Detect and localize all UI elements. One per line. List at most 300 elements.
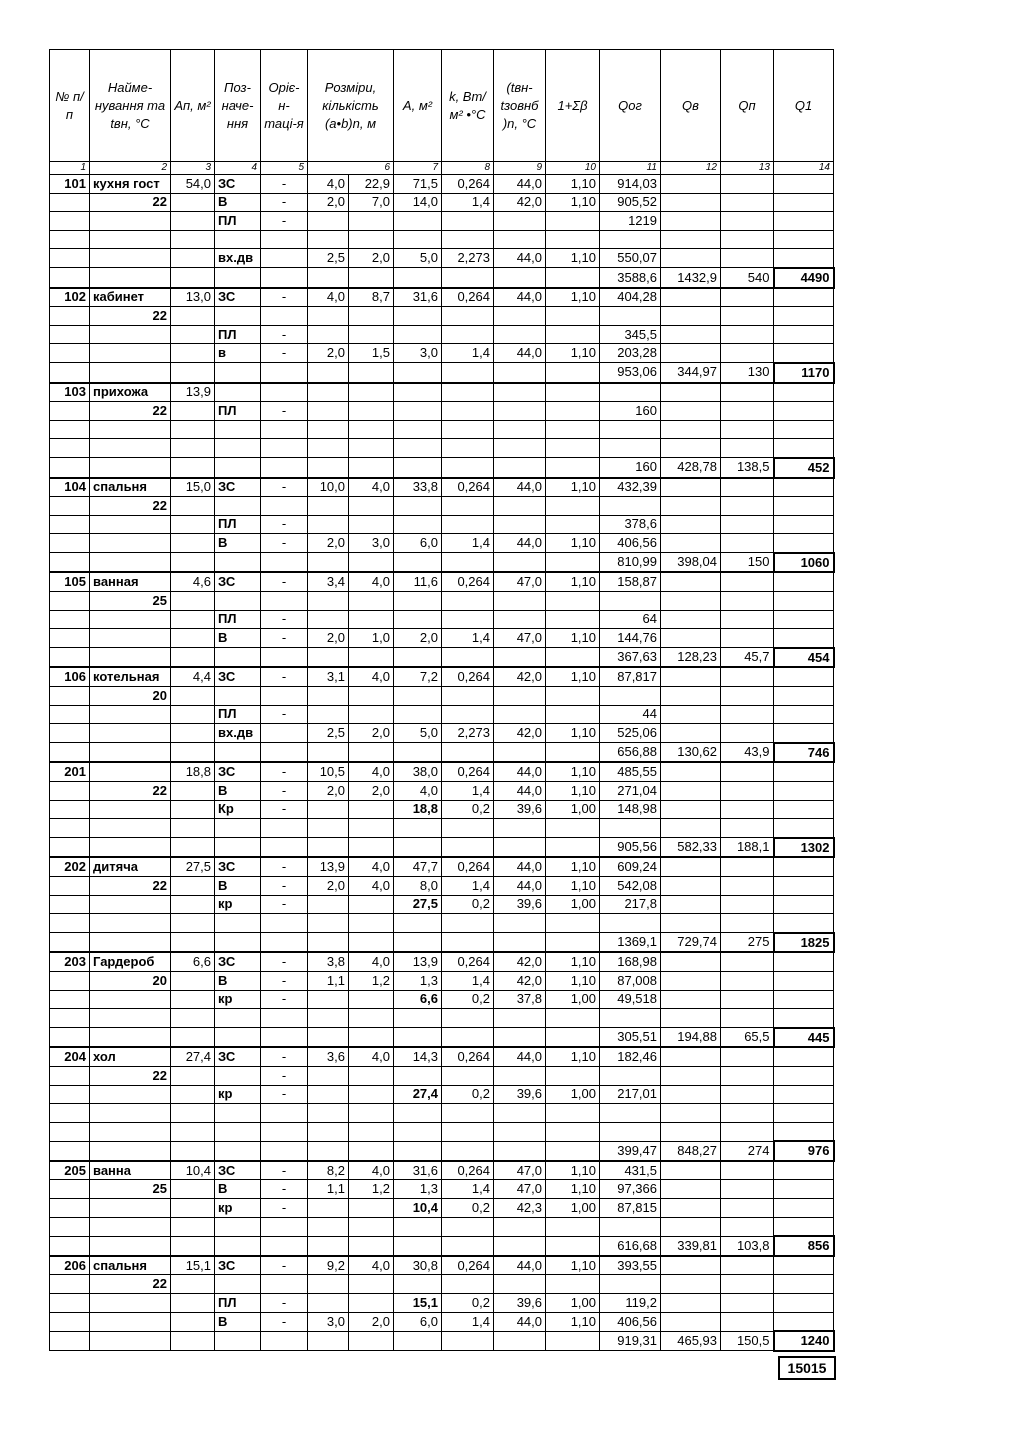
cell-q-v (661, 288, 721, 307)
cell-q-og (600, 819, 661, 838)
cell-q-p (721, 1256, 774, 1275)
cell-dim-a: 2,0 (308, 534, 349, 553)
cell-beta-factor (546, 914, 600, 933)
cell-q-og: 810,99 (600, 553, 661, 573)
cell-designation (215, 230, 261, 249)
cell-orientation: - (261, 534, 308, 553)
cell-q1 (774, 572, 834, 591)
cell-q1 (774, 667, 834, 686)
cell-orientation (261, 838, 308, 858)
cell-area: 6,0 (394, 1312, 442, 1331)
cell-floor-area (171, 1275, 215, 1294)
cell-room-name (90, 439, 171, 458)
cell-orientation (261, 268, 308, 288)
cell-dim-b (349, 383, 394, 402)
cell-q-v (661, 572, 721, 591)
cell-q-og: 919,31 (600, 1331, 661, 1351)
cell-row-number (50, 1122, 90, 1141)
cell-area (394, 1104, 442, 1123)
cell-orientation (261, 497, 308, 516)
cell-designation: В (215, 876, 261, 895)
table-row (50, 971, 834, 990)
cell-beta-factor: 1,10 (546, 344, 600, 363)
cell-orientation (261, 1331, 308, 1351)
cell-designation (215, 743, 261, 763)
cell-dim-b: 4,0 (349, 876, 394, 895)
cell-beta-factor: 1,10 (546, 782, 600, 801)
cell-designation: В (215, 1180, 261, 1199)
cell-designation (215, 439, 261, 458)
cell-row-number (50, 344, 90, 363)
cell-area (394, 838, 442, 858)
cell-room-name (90, 212, 171, 231)
cell-k-value (442, 1141, 494, 1161)
cell-area (394, 1236, 442, 1256)
cell-k-value (442, 705, 494, 724)
cell-area (394, 1275, 442, 1294)
cell-designation (215, 1028, 261, 1048)
table-row (50, 230, 834, 249)
cell-row-number (50, 212, 90, 231)
cell-dim-b: 4,0 (349, 667, 394, 686)
cell-row-number: 104 (50, 478, 90, 497)
table-row (50, 819, 834, 838)
cell-q-og: 485,55 (600, 762, 661, 781)
cell-dim-b: 3,0 (349, 534, 394, 553)
cell-designation: Кр (215, 800, 261, 819)
cell-room-name: прихожа (90, 383, 171, 402)
cell-row-number: 204 (50, 1047, 90, 1066)
cell-dim-a (308, 1331, 349, 1351)
col-header-temp-diff: (tвн-tзовнб )n, °C (494, 50, 546, 162)
cell-dim-b (349, 1122, 394, 1141)
col-number: 1 (50, 162, 90, 175)
cell-dim-b (349, 420, 394, 439)
cell-floor-area (171, 1122, 215, 1141)
cell-floor-area (171, 592, 215, 611)
cell-area (394, 648, 442, 668)
cell-room-name (90, 629, 171, 648)
cell-dim-a: 2,5 (308, 249, 349, 268)
cell-room-name (90, 325, 171, 344)
cell-room-name (90, 1122, 171, 1141)
cell-designation: В (215, 629, 261, 648)
cell-q-p (721, 1066, 774, 1085)
cell-room-name (90, 249, 171, 268)
cell-designation: В (215, 971, 261, 990)
cell-q-p (721, 1312, 774, 1331)
cell-beta-factor: 1,10 (546, 249, 600, 268)
table-row (50, 648, 834, 668)
cell-area: 18,8 (394, 800, 442, 819)
cell-temp-diff: 47,0 (494, 1180, 546, 1199)
cell-q-v (661, 175, 721, 194)
cell-q1 (774, 193, 834, 212)
cell-k-value: 0,2 (442, 1085, 494, 1104)
cell-row-number (50, 439, 90, 458)
cell-room-name: 22 (90, 307, 171, 326)
cell-dim-b: 1,2 (349, 971, 394, 990)
cell-area: 5,0 (394, 724, 442, 743)
cell-k-value (442, 307, 494, 326)
cell-floor-area (171, 307, 215, 326)
cell-area: 14,0 (394, 193, 442, 212)
cell-q-v (661, 1312, 721, 1331)
cell-q1 (774, 1009, 834, 1028)
cell-dim-a: 2,0 (308, 193, 349, 212)
cell-q-v: 582,33 (661, 838, 721, 858)
table-row (50, 1066, 834, 1085)
cell-dim-b (349, 553, 394, 573)
table-row (50, 1161, 834, 1180)
cell-designation (215, 592, 261, 611)
cell-beta-factor (546, 497, 600, 516)
cell-area: 33,8 (394, 478, 442, 497)
cell-orientation: - (261, 1085, 308, 1104)
cell-q-og: 393,55 (600, 1256, 661, 1275)
cell-area (394, 230, 442, 249)
cell-q-og: 160 (600, 402, 661, 421)
cell-k-value (442, 933, 494, 953)
cell-q-p (721, 175, 774, 194)
table-row (50, 1217, 834, 1236)
cell-beta-factor (546, 1009, 600, 1028)
cell-q-p (721, 800, 774, 819)
cell-q1 (774, 344, 834, 363)
cell-k-value (442, 1275, 494, 1294)
cell-q-p (721, 288, 774, 307)
cell-q-p (721, 478, 774, 497)
cell-dim-b (349, 230, 394, 249)
col-header-k: k, Вт/м² •°C (442, 50, 494, 162)
table-row (50, 762, 834, 781)
cell-designation (215, 1104, 261, 1123)
cell-beta-factor (546, 325, 600, 344)
cell-floor-area (171, 515, 215, 534)
cell-room-name: котельная (90, 667, 171, 686)
cell-area (394, 212, 442, 231)
cell-orientation (261, 724, 308, 743)
cell-orientation (261, 592, 308, 611)
cell-temp-diff (494, 458, 546, 478)
cell-dim-a (308, 743, 349, 763)
cell-q-og: 87,008 (600, 971, 661, 990)
cell-row-number (50, 895, 90, 914)
cell-q-v (661, 325, 721, 344)
cell-k-value (442, 383, 494, 402)
cell-area: 31,6 (394, 1161, 442, 1180)
cell-row-number (50, 193, 90, 212)
cell-row-number (50, 1236, 90, 1256)
cell-floor-area (171, 268, 215, 288)
cell-dim-a: 4,0 (308, 175, 349, 194)
cell-q-p (721, 610, 774, 629)
cell-q-p (721, 667, 774, 686)
cell-area (394, 268, 442, 288)
cell-room-name (90, 743, 171, 763)
cell-orientation (261, 1141, 308, 1161)
cell-row-number (50, 534, 90, 553)
table-row (50, 458, 834, 478)
cell-orientation: - (261, 762, 308, 781)
cell-q-v (661, 193, 721, 212)
cell-dim-b (349, 363, 394, 383)
cell-q-p (721, 572, 774, 591)
cell-row-number (50, 705, 90, 724)
cell-q-p (721, 990, 774, 1009)
cell-dim-a (308, 648, 349, 668)
cell-q-og (600, 383, 661, 402)
cell-beta-factor (546, 1066, 600, 1085)
table-row (50, 534, 834, 553)
cell-orientation (261, 743, 308, 763)
col-number: 3 (171, 162, 215, 175)
cell-k-value: 0,2 (442, 1199, 494, 1218)
cell-q-v: 130,62 (661, 743, 721, 763)
cell-floor-area (171, 363, 215, 383)
cell-designation (215, 1066, 261, 1085)
cell-orientation: - (261, 1294, 308, 1313)
cell-designation (215, 1009, 261, 1028)
cell-k-value: 0,264 (442, 857, 494, 876)
cell-beta-factor (546, 1104, 600, 1123)
cell-dim-a (308, 895, 349, 914)
cell-dim-a: 2,5 (308, 724, 349, 743)
cell-orientation (261, 363, 308, 383)
cell-q-og: 203,28 (600, 344, 661, 363)
cell-room-name (90, 895, 171, 914)
cell-designation (215, 687, 261, 706)
cell-orientation: - (261, 1161, 308, 1180)
cell-area (394, 1217, 442, 1236)
cell-q-p (721, 1161, 774, 1180)
cell-designation: В (215, 193, 261, 212)
cell-designation: ЗС (215, 572, 261, 591)
cell-floor-area (171, 1312, 215, 1331)
cell-k-value: 1,4 (442, 629, 494, 648)
cell-q1 (774, 990, 834, 1009)
cell-q-v (661, 230, 721, 249)
cell-designation (215, 838, 261, 858)
cell-q1 (774, 1275, 834, 1294)
cell-q-p (721, 212, 774, 231)
cell-temp-diff: 44,0 (494, 534, 546, 553)
cell-q-p (721, 592, 774, 611)
cell-temp-diff: 39,6 (494, 800, 546, 819)
cell-temp-diff: 42,0 (494, 952, 546, 971)
cell-q1 (774, 705, 834, 724)
cell-temp-diff (494, 1141, 546, 1161)
cell-q1 (774, 1256, 834, 1275)
cell-dim-a (308, 383, 349, 402)
cell-q-v (661, 876, 721, 895)
cell-row-number (50, 1085, 90, 1104)
cell-floor-area (171, 1028, 215, 1048)
cell-area (394, 439, 442, 458)
cell-q-v (661, 402, 721, 421)
cell-dim-b (349, 1275, 394, 1294)
cell-q-v: 729,74 (661, 933, 721, 953)
cell-beta-factor (546, 1275, 600, 1294)
cell-row-number (50, 402, 90, 421)
cell-q1 (774, 1104, 834, 1123)
cell-dim-a: 3,6 (308, 1047, 349, 1066)
cell-dim-b (349, 1104, 394, 1123)
cell-floor-area (171, 230, 215, 249)
cell-dim-b (349, 933, 394, 953)
cell-temp-diff (494, 268, 546, 288)
cell-dim-b (349, 325, 394, 344)
table-row (50, 515, 834, 534)
cell-dim-a: 3,4 (308, 572, 349, 591)
cell-beta-factor (546, 1217, 600, 1236)
cell-q1: 746 (774, 743, 834, 763)
cell-q-og: 406,56 (600, 1312, 661, 1331)
cell-area (394, 307, 442, 326)
cell-q1 (774, 819, 834, 838)
table-row (50, 288, 834, 307)
cell-row-number: 203 (50, 952, 90, 971)
cell-area (394, 420, 442, 439)
cell-dim-a (308, 1275, 349, 1294)
cell-q1 (774, 610, 834, 629)
col-header-q-p: Qп (721, 50, 774, 162)
cell-dim-b: 4,0 (349, 1256, 394, 1275)
cell-temp-diff (494, 933, 546, 953)
cell-designation: ПЛ (215, 1294, 261, 1313)
cell-q1: 1170 (774, 363, 834, 383)
cell-orientation: - (261, 629, 308, 648)
cell-q1 (774, 629, 834, 648)
cell-beta-factor: 1,10 (546, 534, 600, 553)
cell-floor-area: 18,8 (171, 762, 215, 781)
cell-beta-factor: 1,10 (546, 971, 600, 990)
cell-q-og: 44 (600, 705, 661, 724)
cell-row-number (50, 687, 90, 706)
cell-q-p (721, 1217, 774, 1236)
cell-dim-b (349, 800, 394, 819)
cell-q-p (721, 249, 774, 268)
table-row (50, 610, 834, 629)
cell-designation: кр (215, 1085, 261, 1104)
cell-room-name: 25 (90, 592, 171, 611)
cell-row-number: 201 (50, 762, 90, 781)
cell-q1 (774, 534, 834, 553)
cell-dim-a (308, 515, 349, 534)
cell-q-p (721, 1122, 774, 1141)
cell-area (394, 687, 442, 706)
table-row (50, 895, 834, 914)
cell-q-v (661, 1009, 721, 1028)
cell-q1 (774, 1085, 834, 1104)
cell-k-value: 0,264 (442, 1256, 494, 1275)
cell-temp-diff (494, 1028, 546, 1048)
cell-beta-factor: 1,10 (546, 175, 600, 194)
cell-temp-diff (494, 705, 546, 724)
cell-q-v: 194,88 (661, 1028, 721, 1048)
cell-dim-b (349, 307, 394, 326)
cell-dim-b (349, 895, 394, 914)
cell-dim-b: 4,0 (349, 762, 394, 781)
cell-designation: ЗС (215, 288, 261, 307)
cell-orientation: - (261, 344, 308, 363)
cell-temp-diff: 42,0 (494, 724, 546, 743)
cell-designation: кр (215, 990, 261, 1009)
table-row (50, 268, 834, 288)
cell-designation: ЗС (215, 952, 261, 971)
cell-dim-a (308, 933, 349, 953)
cell-q-p: 150,5 (721, 1331, 774, 1351)
header-row (50, 50, 834, 162)
cell-row-number (50, 1199, 90, 1218)
cell-beta-factor: 1,00 (546, 1085, 600, 1104)
cell-q-og: 905,52 (600, 193, 661, 212)
table-row (50, 1085, 834, 1104)
cell-dim-b (349, 1236, 394, 1256)
cell-dim-a (308, 687, 349, 706)
cell-q-v: 1432,9 (661, 268, 721, 288)
cell-dim-a (308, 1028, 349, 1048)
cell-room-name (90, 268, 171, 288)
cell-dim-b (349, 458, 394, 478)
cell-q-p (721, 1199, 774, 1218)
cell-q1 (774, 800, 834, 819)
col-number: 9 (494, 162, 546, 175)
cell-q1: 454 (774, 648, 834, 668)
cell-q-og: 148,98 (600, 800, 661, 819)
cell-designation: ПЛ (215, 610, 261, 629)
cell-orientation: - (261, 782, 308, 801)
cell-temp-diff (494, 914, 546, 933)
cell-beta-factor (546, 610, 600, 629)
cell-q-og: 914,03 (600, 175, 661, 194)
cell-row-number (50, 458, 90, 478)
cell-designation: вх.дв (215, 249, 261, 268)
cell-designation (215, 1122, 261, 1141)
cell-dim-b (349, 515, 394, 534)
cell-orientation: - (261, 1256, 308, 1275)
cell-k-value: 0,2 (442, 1294, 494, 1313)
cell-dim-b (349, 838, 394, 858)
cell-q-og: 182,46 (600, 1047, 661, 1066)
cell-k-value: 0,264 (442, 175, 494, 194)
cell-q-v: 428,78 (661, 458, 721, 478)
cell-q-og: 542,08 (600, 876, 661, 895)
cell-temp-diff (494, 687, 546, 706)
cell-temp-diff: 44,0 (494, 1047, 546, 1066)
cell-orientation (261, 230, 308, 249)
cell-dim-a (308, 914, 349, 933)
cell-row-number (50, 592, 90, 611)
cell-designation: вх.дв (215, 724, 261, 743)
cell-q-og: 119,2 (600, 1294, 661, 1313)
table-row (50, 193, 834, 212)
cell-k-value (442, 1331, 494, 1351)
cell-floor-area (171, 838, 215, 858)
col-header-beta: 1+Σβ (546, 50, 600, 162)
cell-temp-diff (494, 497, 546, 516)
cell-q-v (661, 1104, 721, 1123)
cell-room-name (90, 363, 171, 383)
table-row (50, 478, 834, 497)
cell-room-name (90, 1217, 171, 1236)
cell-k-value: 1,4 (442, 876, 494, 895)
col-header-area: A, м² (394, 50, 442, 162)
cell-dim-a (308, 1104, 349, 1123)
cell-k-value (442, 914, 494, 933)
cell-area (394, 458, 442, 478)
table-row (50, 1009, 834, 1028)
